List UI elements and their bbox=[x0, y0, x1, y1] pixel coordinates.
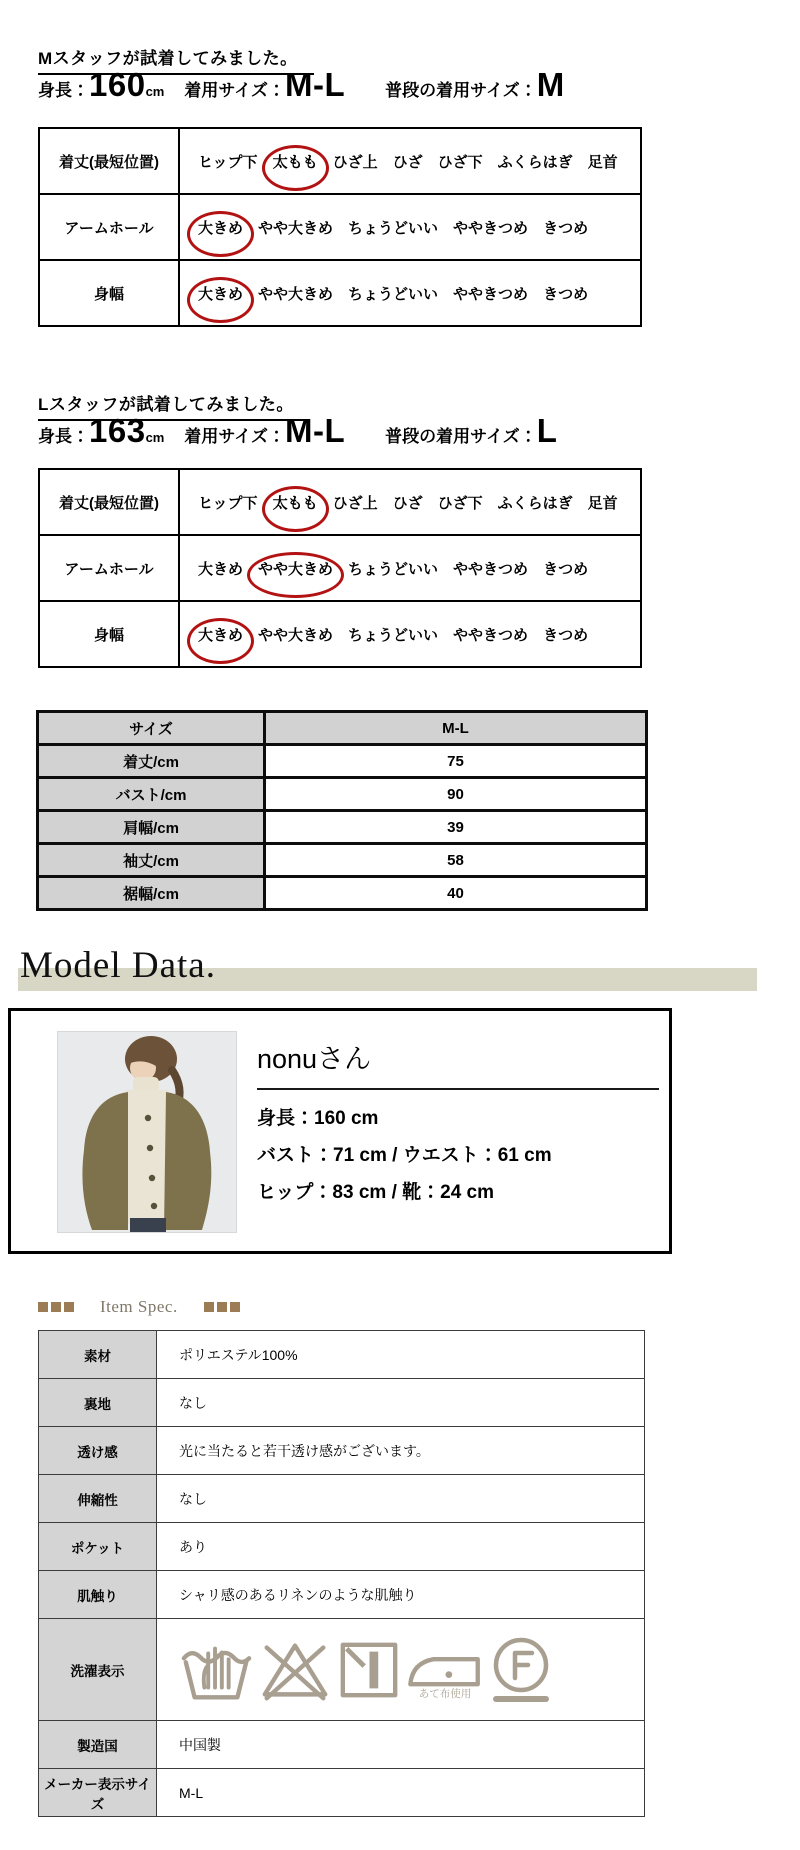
spec-row-label: メーカー表示サイズ bbox=[39, 1769, 157, 1817]
model-bust-waist: バスト：71 cm / ウエスト：61 cm bbox=[257, 1145, 552, 1166]
spec-row-label: 透け感 bbox=[39, 1427, 157, 1475]
fit-option: 足首 bbox=[587, 153, 618, 171]
size-column-header: M-L bbox=[265, 712, 647, 745]
fit-option: やや大きめ bbox=[258, 285, 334, 303]
fit-row-label: アームホール bbox=[39, 535, 179, 601]
height-unit: cm bbox=[145, 84, 165, 99]
size-measure-label: 肩幅/cm bbox=[38, 811, 265, 844]
fit-option: きつめ bbox=[543, 626, 589, 644]
fit-option: ややきつめ bbox=[453, 626, 529, 644]
fit-option: ふくらはぎ bbox=[497, 153, 573, 171]
fit-option: きつめ bbox=[543, 285, 589, 303]
size-table bbox=[36, 710, 648, 911]
spec-row bbox=[39, 1571, 645, 1619]
laundry-caption: あて布使用 bbox=[418, 1688, 472, 1700]
model-data-heading bbox=[0, 944, 757, 994]
model-data-title: Model Data. bbox=[20, 945, 216, 986]
spec-row-value: 中国製 bbox=[157, 1721, 645, 1769]
size-corner-header: サイズ bbox=[38, 712, 265, 745]
fit-option-selected: 大きめ bbox=[198, 283, 243, 304]
fit-option-selected: 大きめ bbox=[198, 624, 243, 645]
fit-row bbox=[39, 601, 641, 667]
fit-option: ふくらはぎ bbox=[497, 494, 573, 512]
fit-row bbox=[39, 469, 641, 535]
fit-option: 足首 bbox=[587, 494, 618, 512]
fit-option: きつめ bbox=[543, 219, 589, 237]
model-hip-shoe: ヒップ：83 cm / 靴：24 cm bbox=[257, 1182, 495, 1203]
fit-table-l bbox=[38, 468, 642, 668]
fit-option: ややきつめ bbox=[453, 560, 529, 578]
deco-squares-left bbox=[38, 1302, 74, 1312]
fit-option: ひざ下 bbox=[437, 494, 483, 512]
fit-option-selected: 太もも bbox=[273, 492, 318, 513]
model-height: 身長：160 cm bbox=[257, 1108, 379, 1129]
height-value: 163 bbox=[89, 412, 146, 449]
fit-row-options bbox=[179, 469, 641, 535]
laundry-symbols bbox=[179, 1635, 643, 1705]
fit-section-l-heading: Lスタッフが試着してみました。 bbox=[38, 390, 310, 421]
item-spec-header bbox=[38, 1297, 240, 1317]
spec-row bbox=[39, 1427, 645, 1475]
fit-option: やや大きめ bbox=[258, 626, 334, 644]
fit-option-selected: やや大きめ bbox=[258, 558, 333, 579]
usual-size-value: M bbox=[536, 66, 565, 103]
fit-row bbox=[39, 535, 641, 601]
fit-option: ひざ上 bbox=[332, 494, 378, 512]
fit-row-options bbox=[179, 601, 641, 667]
spec-row-value: なし bbox=[157, 1379, 645, 1427]
height-value: 160 bbox=[89, 66, 146, 103]
fit-option: やや大きめ bbox=[258, 219, 334, 237]
fit-option: ちょうどいい bbox=[348, 626, 439, 644]
spec-row bbox=[39, 1769, 645, 1817]
usual-size-label: 普段の着用サイズ： bbox=[385, 427, 537, 446]
fit-row-options bbox=[179, 260, 641, 326]
wear-size-label: 着用サイズ： bbox=[184, 81, 285, 100]
fit-row-options bbox=[179, 128, 641, 194]
fit-option: ひざ下 bbox=[437, 153, 483, 171]
no-bleach-icon bbox=[256, 1638, 334, 1702]
size-measure-label: 袖丈/cm bbox=[38, 844, 265, 877]
spec-row-value: なし bbox=[157, 1475, 645, 1523]
hand-wash-icon bbox=[179, 1638, 253, 1702]
usual-size-label: 普段の着用サイズ： bbox=[385, 81, 537, 100]
size-measure-label: 着丈/cm bbox=[38, 745, 265, 778]
spec-row-value bbox=[157, 1619, 645, 1721]
fit-table-m bbox=[38, 127, 642, 327]
fit-row-label: 着丈(最短位置) bbox=[39, 128, 179, 194]
fit-option: ヒップ下 bbox=[198, 494, 258, 512]
fit-option: ひざ bbox=[392, 494, 423, 512]
size-measure-value: 58 bbox=[265, 844, 647, 877]
size-measure-label: 裾幅/cm bbox=[38, 877, 265, 910]
wear-size-value: M-L bbox=[285, 412, 346, 449]
fit-option: ややきつめ bbox=[453, 219, 529, 237]
shade-dry-icon bbox=[337, 1638, 401, 1702]
fit-row bbox=[39, 260, 641, 326]
spec-row bbox=[39, 1379, 645, 1427]
spec-row-value: 光に当たると若干透け感がございます。 bbox=[157, 1427, 645, 1475]
fit-row-label: 身幅 bbox=[39, 260, 179, 326]
wear-size-value: M-L bbox=[285, 66, 346, 103]
fit-option-selected: 太もも bbox=[273, 151, 318, 172]
fit-row-label: 身幅 bbox=[39, 601, 179, 667]
fit-option: ひざ上 bbox=[332, 153, 378, 171]
spec-row-label: 洗濯表示 bbox=[39, 1619, 157, 1721]
size-row bbox=[38, 745, 647, 778]
fit-option-selected: 大きめ bbox=[198, 217, 243, 238]
size-measure-value: 39 bbox=[265, 811, 647, 844]
spec-row-label: 製造国 bbox=[39, 1721, 157, 1769]
height-unit: cm bbox=[145, 430, 165, 445]
iron-icon bbox=[404, 1638, 486, 1690]
fit-option: ややきつめ bbox=[453, 285, 529, 303]
height-label: 身長： bbox=[38, 81, 89, 100]
spec-row bbox=[39, 1475, 645, 1523]
size-row bbox=[38, 844, 647, 877]
spec-row-label: 伸縮性 bbox=[39, 1475, 157, 1523]
spec-row-value: M-L bbox=[157, 1769, 645, 1817]
size-measure-value: 90 bbox=[265, 778, 647, 811]
spec-row bbox=[39, 1331, 645, 1379]
fit-option: ちょうどいい bbox=[348, 560, 439, 578]
fit-option: ヒップ下 bbox=[198, 153, 258, 171]
dry-clean-f-icon bbox=[489, 1635, 553, 1705]
spec-row-label: 素材 bbox=[39, 1331, 157, 1379]
spec-row-value: あり bbox=[157, 1523, 645, 1571]
size-header-row bbox=[38, 712, 647, 745]
fit-row-options bbox=[179, 535, 641, 601]
size-row bbox=[38, 778, 647, 811]
fit-section-m-heading: Mスタッフが試着してみました。 bbox=[38, 44, 314, 75]
spec-row bbox=[39, 1523, 645, 1571]
model-info bbox=[257, 1037, 659, 1211]
size-measure-value: 40 bbox=[265, 877, 647, 910]
size-measure-value: 75 bbox=[265, 745, 647, 778]
fit-row bbox=[39, 194, 641, 260]
model-name: nonuさん bbox=[257, 1037, 659, 1090]
size-measure-label: バスト/cm bbox=[38, 778, 265, 811]
fit-row-label: 着丈(最短位置) bbox=[39, 469, 179, 535]
wear-size-label: 着用サイズ： bbox=[184, 427, 285, 446]
fit-option: ひざ bbox=[392, 153, 423, 171]
model-photo bbox=[57, 1031, 237, 1233]
spec-row-label: ポケット bbox=[39, 1523, 157, 1571]
model-data-box bbox=[8, 1008, 672, 1254]
fit-section-l-stats bbox=[38, 412, 557, 450]
deco-squares-right bbox=[204, 1302, 240, 1312]
fit-row-options bbox=[179, 194, 641, 260]
fit-row bbox=[39, 128, 641, 194]
spec-row-label: 肌触り bbox=[39, 1571, 157, 1619]
spec-row bbox=[39, 1721, 645, 1769]
size-row bbox=[38, 811, 647, 844]
item-spec-title: Item Spec. bbox=[100, 1297, 178, 1316]
spec-row-value: シャリ感のあるリネンのような肌触り bbox=[157, 1571, 645, 1619]
height-label: 身長： bbox=[38, 427, 89, 446]
fit-section-m-stats bbox=[38, 66, 565, 104]
spec-row bbox=[39, 1619, 645, 1721]
item-spec-table bbox=[38, 1330, 645, 1817]
size-row bbox=[38, 877, 647, 910]
fit-option: ちょうどいい bbox=[348, 285, 439, 303]
fit-option: 大きめ bbox=[198, 560, 244, 578]
fit-row-label: アームホール bbox=[39, 194, 179, 260]
spec-row-value: ポリエステル100% bbox=[157, 1331, 645, 1379]
usual-size-value: L bbox=[536, 412, 558, 449]
fit-option: きつめ bbox=[543, 560, 589, 578]
spec-row-label: 裏地 bbox=[39, 1379, 157, 1427]
fit-option: ちょうどいい bbox=[348, 219, 439, 237]
